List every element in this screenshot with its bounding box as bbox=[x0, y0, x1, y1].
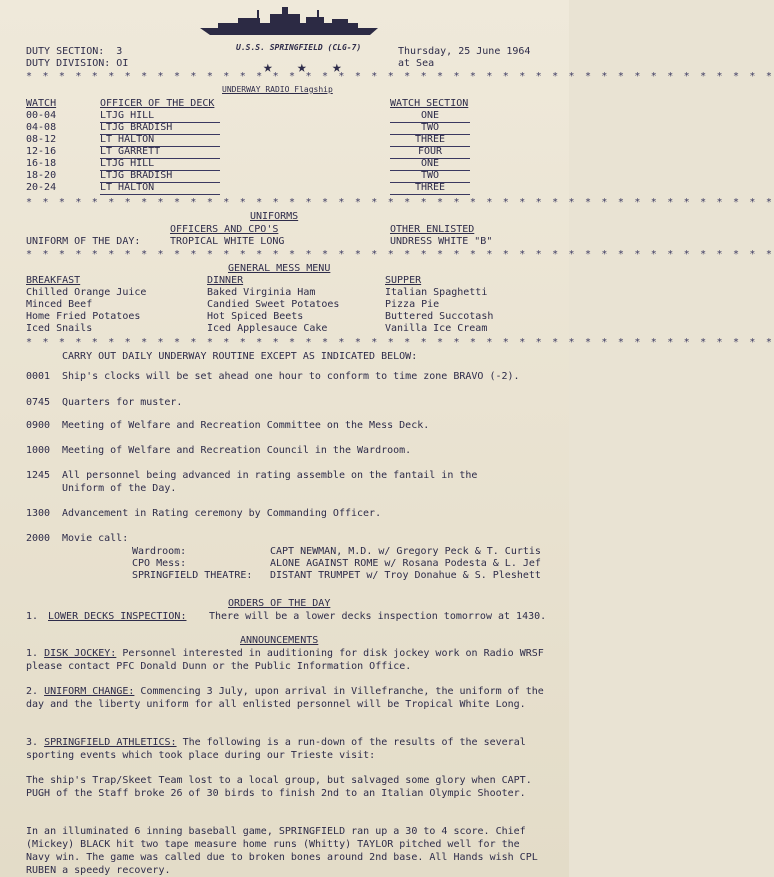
movie-title: CAPT NEWMAN, M.D. w/ Gregory Peck & T. Curtis bbox=[270, 546, 541, 557]
divider: * * * * * * * * * * * * * * * * * * * * * * * * * * * * * * * * * * * * * * * * * * * * * * bbox=[26, 197, 774, 208]
movie-place: CPO Mess: bbox=[132, 558, 187, 569]
watch-row: 08-12 LT HALTON THREE bbox=[0, 134, 569, 146]
duty-division: DUTY DIVISION: OI bbox=[26, 58, 129, 69]
star-icon: ★ bbox=[332, 57, 342, 76]
movie-place: SPRINGFIELD THEATRE: bbox=[132, 570, 253, 581]
movie-title: ALONE AGAINST ROME w/ Rosana Podesta & L. Jef bbox=[270, 558, 541, 569]
event-time: 2000 bbox=[26, 533, 51, 544]
divider: * * * * * * * * * * * * * * * * * * * * * * * * * * * * * * * * * * * * * * * * * * * * * * bbox=[26, 337, 774, 348]
event-text: Movie call: bbox=[62, 533, 129, 544]
baseball-paragraph: In an illuminated 6 inning baseball game, SPRINGFIELD ran up a 30 to 4 score. Chief (Mickey) BLACK hit two tape measure home runs (Whitty) TAYLOR pitched well for the Navy win. The game was called due to broken bones around 2nd base. All Hands wish CPL RUBEN a speedy recovery. bbox=[26, 826, 538, 876]
event-time: 0001 bbox=[26, 371, 51, 382]
announcement-item: 1. DISK JOCKEY: Personnel interested in auditioning for disk jockey work on Radio WRSF please contact PFC Donald Dunn or the Public Information Office. bbox=[26, 648, 544, 672]
section-col-header: WATCH SECTION bbox=[390, 98, 469, 109]
officer-col-header: OFFICER OF THE DECK bbox=[100, 98, 215, 109]
divider: * * * * * * * * * * * * * * * * * * * * * * * * * * * * * * * * * * * * * * * * * * * * * * bbox=[26, 71, 774, 82]
event-time: 1300 bbox=[26, 508, 51, 519]
supper-item: Pizza Pie bbox=[385, 299, 440, 310]
event-text: Ship's clocks will be set ahead one hour to conform to time zone BRAVO (-2). bbox=[62, 371, 520, 382]
event-time: 1245 bbox=[26, 470, 51, 481]
location: at Sea bbox=[398, 58, 435, 69]
routine-intro: CARRY OUT DAILY UNDERWAY ROUTINE EXCEPT AS INDICATED BELOW: bbox=[62, 351, 418, 362]
uniform-label: UNIFORM OF THE DAY: bbox=[26, 236, 141, 247]
ship-silhouette-icon bbox=[198, 6, 380, 36]
officers-cpo-heading: OFFICERS AND CPO'S bbox=[170, 224, 279, 235]
watch-row: 18-20 LTJG BRADISH TWO bbox=[0, 170, 569, 182]
order-heading: LOWER DECKS INSPECTION: bbox=[48, 611, 187, 622]
announcement-item: 3. SPRINGFIELD ATHLETICS: The following is a run-down of the results of the several sporting events which took place during our Trieste visit: bbox=[26, 737, 526, 761]
announcements-title: ANNOUNCEMENTS bbox=[240, 635, 319, 646]
movie-title: DISTANT TRUMPET w/ Troy Donahue & S. Pleshett bbox=[270, 570, 541, 581]
breakfast-item: Home Fried Potatoes bbox=[26, 311, 141, 322]
banner: UNDERWAY RADIO Flagship bbox=[222, 85, 333, 94]
enlisted-uniform: UNDRESS WHITE "B" bbox=[390, 236, 493, 247]
order-number: 1. bbox=[26, 611, 39, 622]
dinner-heading: DINNER bbox=[207, 275, 244, 286]
divider: * * * * * * * * * * * * * * * * * * * * * * * * * * * * * * * * * * * * * * * * * * * * * * bbox=[26, 249, 774, 260]
supper-item: Buttered Succotash bbox=[385, 311, 494, 322]
event-text: All personnel being advanced in rating assemble on the fantail in the Uniform of the Day. bbox=[62, 470, 478, 494]
dinner-item: Hot Spiced Beets bbox=[207, 311, 304, 322]
watch-row: 20-24 LT HALTON THREE bbox=[0, 182, 569, 194]
event-time: 0900 bbox=[26, 420, 51, 431]
supper-heading: SUPPER bbox=[385, 275, 422, 286]
announcement-item: 2. UNIFORM CHANGE: Commencing 3 July, upon arrival in Villefranche, the uniform of the day and the liberty uniform for all enlisted personnel will be Tropical White Long. bbox=[26, 686, 544, 710]
event-text: Meeting of Welfare and Recreation Council in the Wardroom. bbox=[62, 445, 412, 456]
dinner-item: Candied Sweet Potatoes bbox=[207, 299, 340, 310]
watch-row: 12-16 LT GARRETT FOUR bbox=[0, 146, 569, 158]
breakfast-item: Minced Beef bbox=[26, 299, 93, 310]
watch-row: 16-18 LTJG HILL ONE bbox=[0, 158, 569, 170]
watch-row: 00-04 LTJG HILL ONE bbox=[0, 110, 569, 122]
skeet-paragraph: The ship's Trap/Skeet Team lost to a local group, but salvaged some glory when CAPT. PUGH of the Staff broke 26 of 30 birds to finish 2nd to an Italian Olympic Shooter. bbox=[26, 775, 532, 799]
supper-item: Vanilla Ice Cream bbox=[385, 323, 488, 334]
breakfast-item: Chilled Orange Juice bbox=[26, 287, 147, 298]
order-text: There will be a lower decks inspection tomorrow at 1430. bbox=[209, 611, 547, 622]
star-icon: ★ bbox=[297, 57, 307, 76]
duty-section: DUTY SECTION: 3 bbox=[26, 46, 123, 57]
event-text: Advancement in Rating ceremony by Commanding Officer. bbox=[62, 508, 382, 519]
dinner-item: Baked Virginia Ham bbox=[207, 287, 316, 298]
breakfast-heading: BREAKFAST bbox=[26, 275, 81, 286]
star-icon: ★ bbox=[263, 57, 273, 76]
menu-title: GENERAL MESS MENU bbox=[228, 263, 331, 274]
date: Thursday, 25 June 1964 bbox=[398, 46, 531, 57]
event-time: 1000 bbox=[26, 445, 51, 456]
uniforms-title: UNIFORMS bbox=[250, 211, 299, 222]
watch-row: 04-08 LTJG BRADISH TWO bbox=[0, 122, 569, 134]
officers-uniform: TROPICAL WHITE LONG bbox=[170, 236, 285, 247]
dinner-item: Iced Applesauce Cake bbox=[207, 323, 328, 334]
orders-title: ORDERS OF THE DAY bbox=[228, 598, 331, 609]
supper-item: Italian Spaghetti bbox=[385, 287, 488, 298]
event-time: 0745 bbox=[26, 397, 51, 408]
watch-col-header: WATCH bbox=[26, 98, 57, 109]
enlisted-heading: OTHER ENLISTED bbox=[390, 224, 475, 235]
breakfast-item: Iced Snails bbox=[26, 323, 93, 334]
movie-place: Wardroom: bbox=[132, 546, 187, 557]
ship-name: U.S.S. SPRINGFIELD (CLG-7) bbox=[236, 43, 362, 52]
event-text: Meeting of Welfare and Recreation Committee on the Mess Deck. bbox=[62, 420, 430, 431]
event-text: Quarters for muster. bbox=[62, 397, 183, 408]
